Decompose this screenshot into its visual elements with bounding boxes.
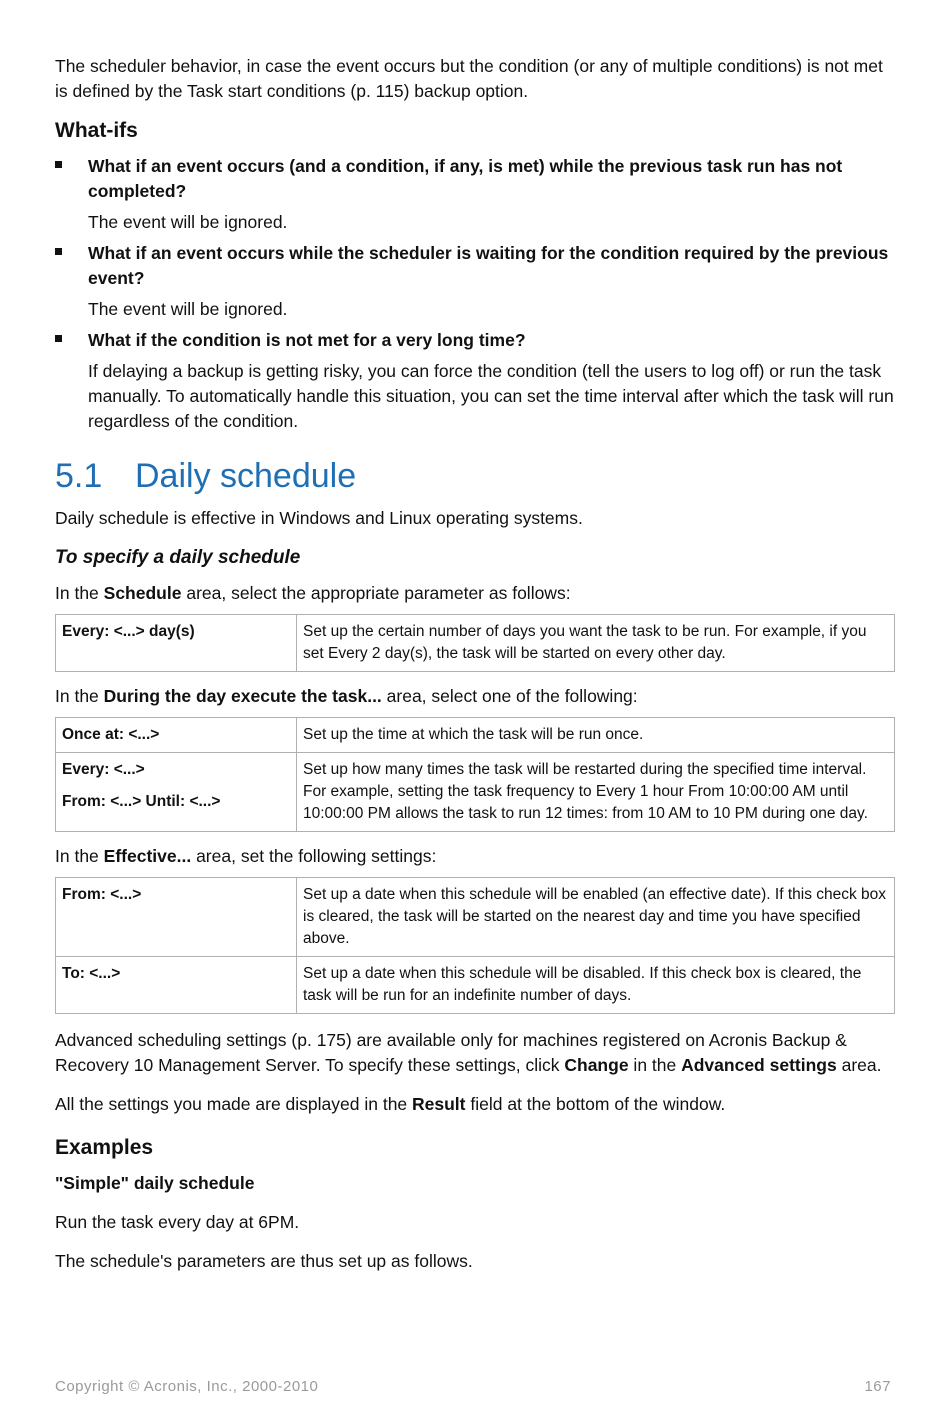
effective-intro-pre: In the [55, 846, 104, 866]
table-row [56, 718, 895, 753]
whatif-question: What if an event occurs (and a condition, if any, is met) while the previous task run has not completed? [88, 156, 843, 201]
param-key: From: <...> [56, 878, 297, 957]
square-bullet-icon [55, 161, 62, 168]
advanced-post: area. [836, 1055, 882, 1075]
param-value: Set up a date when this schedule will be disabled. If this check box is cleared, the task will be run for an indefinite number of days. [297, 957, 895, 1014]
effective-intro-bold: Effective... [103, 846, 192, 866]
param-key: To: <...> [56, 957, 297, 1014]
section-title: Daily schedule [135, 457, 357, 495]
schedule-params-table [55, 614, 895, 672]
effective-params-table [55, 877, 895, 1014]
whatifs-heading: What-ifs [55, 119, 138, 142]
advanced-settings-bold: Advanced settings [681, 1055, 837, 1075]
param-key [56, 753, 297, 832]
section-description: Daily schedule is effective in Windows and Linux operating systems. [55, 508, 583, 528]
section-heading [55, 456, 895, 496]
during-intro-pre: In the [55, 686, 104, 706]
during-params-table [55, 717, 895, 832]
schedule-area-intro [55, 581, 895, 606]
example-line: Run the task every day at 6PM. [55, 1212, 300, 1232]
during-intro-bold: During the day execute the task... [103, 686, 382, 706]
advanced-pre: Advanced scheduling settings (p. 175) are available only for machines registered on Acronis Backup & Recovery 10 Management Server. To specify these settings, click [55, 1030, 847, 1075]
whatif-answer: The event will be ignored. [88, 212, 288, 232]
param-value: Set up the time at which the task will be run once. [297, 718, 895, 753]
param-value: Set up the certain number of days you want the task to be run. For example, if you set Every 2 day(s), the task will be started on every other day. [297, 615, 895, 672]
param-key-line-2: From: <...> Until: <...> [62, 793, 221, 810]
whatif-item [55, 328, 895, 434]
copyright-text: Copyright © Acronis, Inc., 2000-2010 [55, 1378, 319, 1395]
param-value: Set up how many times the task will be restarted during the specified time interval. For example, setting the task frequency to Every 1 hour From 10:00:00 AM until 10:00:00 PM allows the task to run 12 times: from 10 AM to 10 PM during one day. [297, 753, 895, 832]
examples-heading: Examples [55, 1136, 154, 1159]
result-pre: All the settings you made are displayed in the [55, 1094, 413, 1114]
procedure-title: To specify a daily schedule [55, 547, 301, 568]
whatif-item [55, 241, 895, 322]
table-row [56, 957, 895, 1014]
schedule-intro-pre: In the [55, 583, 104, 603]
param-key-line: Once at: <...> [62, 726, 160, 743]
whatif-question: What if an event occurs while the scheduler is waiting for the condition required by the previous event? [88, 243, 889, 288]
advanced-settings-paragraph [55, 1028, 895, 1078]
effective-area-intro [55, 844, 895, 869]
table-row [56, 878, 895, 957]
param-key-line: Every: <...> [62, 761, 145, 778]
advanced-mid: in the [628, 1055, 682, 1075]
example-line: The schedule's parameters are thus set up as follows. [55, 1251, 473, 1271]
during-area-intro [55, 684, 895, 709]
whatif-item [55, 154, 895, 235]
param-key: Every: <...> day(s) [56, 615, 297, 672]
section-number: 5.1 [55, 457, 103, 495]
during-intro-post: area, select one of the following: [381, 686, 638, 706]
schedule-intro-post: area, select the appropriate parameter as follows: [181, 583, 571, 603]
schedule-intro-bold: Schedule [103, 583, 182, 603]
whatif-answer: The event will be ignored. [88, 299, 288, 319]
param-key [56, 718, 297, 753]
result-post: field at the bottom of the window. [465, 1094, 726, 1114]
table-row [56, 753, 895, 832]
effective-intro-post: area, set the following settings: [191, 846, 437, 866]
advanced-change-bold: Change [564, 1055, 629, 1075]
result-bold: Result [412, 1094, 466, 1114]
square-bullet-icon [55, 248, 62, 255]
whatif-answer: If delaying a backup is getting risky, you can force the condition (tell the users to log off) or run the task manually. To automatically handle this situation, you can set the time interval after which the task will run regardless of the condition. [88, 361, 894, 431]
document-page [55, 54, 895, 1288]
whatif-question: What if the condition is not met for a very long time? [88, 330, 526, 350]
result-paragraph [55, 1092, 895, 1117]
intro-paragraph: The scheduler behavior, in case the event occurs but the condition (or any of multiple conditions) is not met is defined by the Task start conditions (p. 115) backup option. [55, 56, 883, 101]
page-number: 167 [864, 1378, 891, 1395]
table-row [56, 615, 895, 672]
examples-subheading: "Simple" daily schedule [55, 1173, 255, 1193]
whatifs-list [55, 154, 895, 434]
page-footer [55, 1378, 891, 1395]
square-bullet-icon [55, 335, 62, 342]
param-value: Set up a date when this schedule will be enabled (an effective date). If this check box is cleared, the task will be started on the nearest day and time you have specified above. [297, 878, 895, 957]
